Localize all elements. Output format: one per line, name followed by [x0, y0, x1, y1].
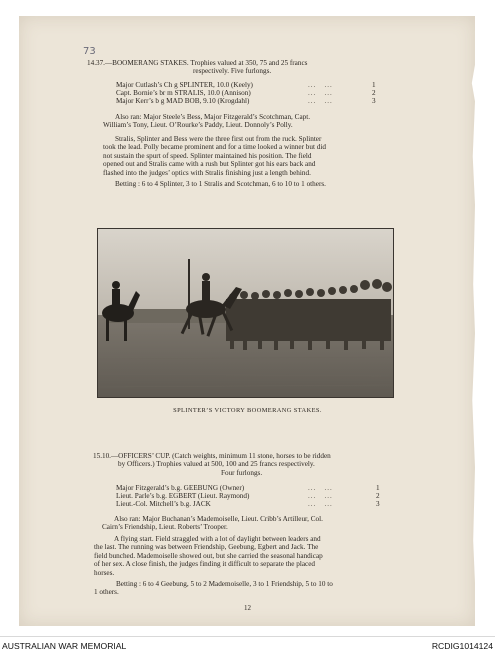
placing-number-2: 2: [372, 89, 376, 97]
placing-row-2: Capt. Bornie’s br m STRALIS, 10.0 (Annison): [116, 89, 251, 97]
race2-header: 15.10.—OFFICERS’ CUP. (Catch weights, minimum 11 stone, horses to be ridden: [93, 452, 331, 460]
placing-number-3: 3: [372, 97, 376, 105]
photo-caption: SPLINTER’S VICTORY BOOMERANG STAKES.: [173, 407, 322, 414]
race1-header: 14.37.—BOOMERANG STAKES. Trophies valued at 350, 75 and 25 francs: [87, 59, 308, 67]
placing-row-3: Lieut.-Col. Mitchell’s b.g. JACK: [116, 500, 211, 508]
text-line: opened out and Stralis came with a rush but Splinter got his ears back and: [103, 160, 316, 169]
placing-number-1: 1: [372, 81, 376, 89]
photo-illustration: [98, 229, 393, 397]
placing-row-1: Major Cutlash’s Ch g SPLINTER, 10.0 (Keely): [116, 81, 253, 89]
placing-number-3: 3: [376, 500, 380, 508]
text-line: of her sex. A close finish, the judges finding it difficult to separate the placed: [94, 560, 316, 569]
placing-number-1: 1: [376, 484, 380, 492]
race1-betting: Betting : 6 to 4 Splinter, 3 to 1 Stralis and Scotchman, 6 to 10 to 1 others.: [115, 180, 326, 188]
leader-dots: ... ...: [308, 89, 333, 97]
race1-header-cont: respectively. Five furlongs.: [193, 67, 272, 75]
placing-row-1: Major Fitzgerald’s b.g. GEEBUNG (Owner): [116, 484, 245, 492]
archive-footer: [0, 636, 495, 655]
record-id: RCDIG1014124: [431, 641, 493, 651]
text-line: horses.: [94, 568, 115, 577]
leader-dots: ... ...: [308, 492, 333, 500]
race2-betting: [94, 580, 333, 597]
race2-description: [94, 535, 323, 577]
placing-row-2: Lieut. Parle’s b.g. EGBERT (Lieut. Raymond): [116, 492, 250, 500]
text-line: A flying start. Field straggled with a lot of daylight between leaders and: [114, 535, 321, 543]
text-line: 1 others.: [94, 588, 119, 597]
text-line: the last. The running was between Friendship, Geebung, Egbert and Jack. The: [94, 543, 319, 552]
race2-also-ran: [102, 515, 323, 532]
leader-dots: ... ...: [308, 97, 333, 105]
text-line: William’s Tony, Lieut. O’Rourke’s Paddy, Lieut. Donnoly’s Polly.: [103, 121, 293, 130]
race2-header-cont2: Four furlongs.: [221, 469, 263, 477]
race2-header-cont: by Officers.) Trophies valued at 500, 100 and 25 francs respectively.: [118, 460, 315, 468]
text-line: Stralis, Splinter and Bess were the three first out from the ruck. Splinter: [115, 135, 322, 143]
source-label: AUSTRALIAN WAR MEMORIAL: [2, 641, 127, 651]
leader-dots: ... ...: [308, 500, 333, 508]
placing-number-2: 2: [376, 492, 380, 500]
leader-dots: ... ...: [308, 81, 333, 89]
placing-row-3: Major Kerr’s b g MAD BOB, 9.10 (Krogdahl): [116, 97, 250, 105]
race-photograph: [97, 228, 394, 398]
race1-description: [103, 135, 326, 177]
page-number: 12: [244, 604, 251, 612]
leader-dots: ... ...: [308, 484, 333, 492]
text-line: Also ran: Major Buchanan’s Mademoiselle, Lieut. Cribb’s Artilleur, Col.: [114, 515, 323, 523]
race1-also-ran: [103, 113, 310, 130]
handwritten-page-mark: 73: [83, 46, 96, 57]
text-line: flashed into the judges’ optics with Stralis finishing just a length behind.: [103, 168, 311, 177]
text-line: Cairn’s Friendship, Lieut. Roberts’ Trooper.: [102, 523, 228, 532]
text-line: Betting : 6 to 4 Geebung, 5 to 2 Mademoiselle, 3 to 1 Friendship, 5 to 10 to: [116, 580, 333, 588]
text-line: not sustain the spurt of speed. Splinter maintained his position. The field: [103, 151, 312, 160]
text-line: took the lead. Polly became prominent and for a time looked a winner but did: [103, 143, 326, 152]
text-line: Also ran: Major Steele’s Bess, Major Fitzgerald’s Scotchman, Capt.: [115, 113, 311, 121]
text-line: field bunched. Mademoiselle showed out, but she carried the seasonal handicap: [94, 551, 323, 560]
